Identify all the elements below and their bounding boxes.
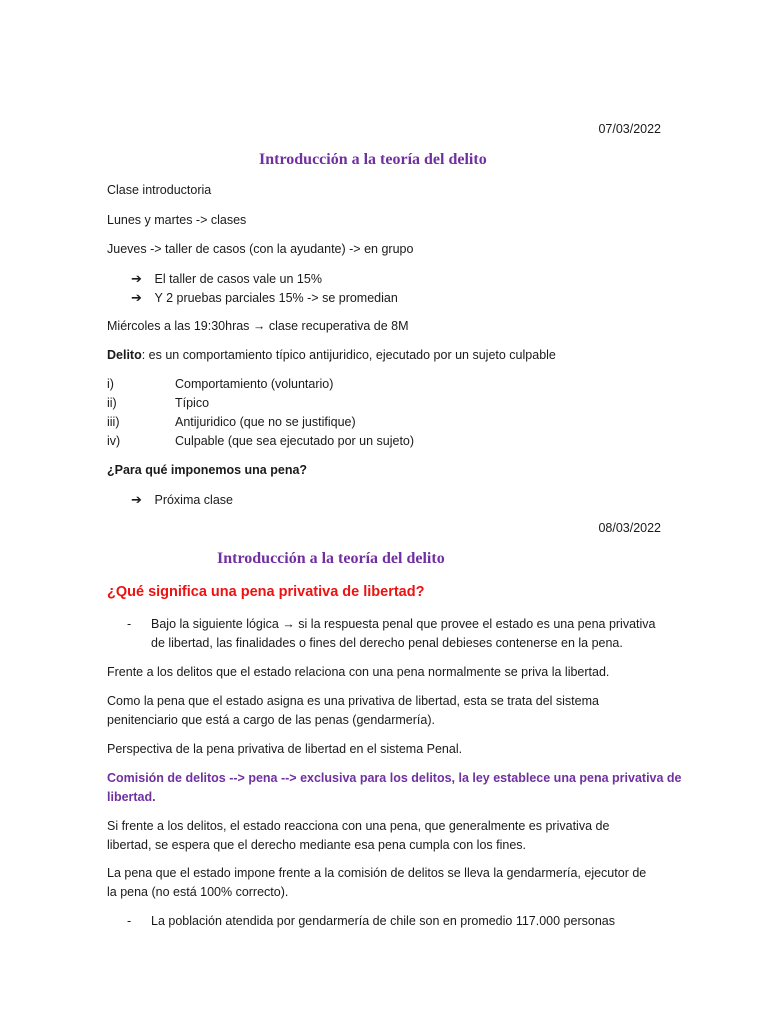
element-number: iii) [107,415,120,429]
paragraph-line: la pena (no está 100% correcto). [107,885,289,899]
delito-def-text: : es un comportamiento típico antijuridico, ejecutado por un sujeto culpable [141,348,556,362]
element-item [107,415,356,429]
element-text: Antijuridico (que no se justifique) [175,415,356,429]
arrow-icon: ➔ [131,271,142,286]
delito-definition [107,348,556,362]
dash-marker: - [127,617,132,631]
element-text: Típico [175,396,210,410]
next-class-bullet [131,492,233,508]
population-bullet [127,914,615,928]
paragraph-line: Si frente a los delitos, el estado reacciona con una pena, que generalmente es privativa de [107,819,610,833]
element-item [107,377,333,391]
logic-bullet-line: de libertad, las finalidades o fines del derecho penal debieses contenerse en la pena. [151,636,623,650]
logic-bullet [127,617,656,631]
paragraph-line: penitenciario que está a cargo de las penas (gendarmería). [107,713,435,727]
highlight-line: Comisión de delitos --> pena --> exclusiva para los delitos, la ley establece una pena privativa de [107,771,682,785]
eval-bullet-text: El taller de casos vale un 15% [154,272,322,286]
dash-marker: - [127,914,132,928]
eval-bullet [131,290,398,306]
title-2: Introducción a la teoría del delito [217,550,445,567]
wednesday-line: Miércoles a las 19:30hras → clase recuperativa de 8M [107,319,409,333]
element-number: iv) [107,434,121,448]
element-text: Culpable (que sea ejecutado por un sujeto) [175,434,415,448]
paragraph-line: libertad, se espera que el derecho mediante esa pena cumpla con los fines. [107,838,527,852]
intro-line: Jueves -> taller de casos (con la ayudante) -> en grupo [107,242,414,256]
arrow-icon: ➔ [131,290,142,305]
delito-term: Delito [107,348,142,362]
logic-bullet-line: Bajo la siguiente lógica → si la respuesta penal que provee el estado es una pena privativa [151,617,656,631]
question-heading: ¿Para qué imponemos una pena? [107,463,308,477]
paragraph-line: Como la pena que el estado asigna es una privativa de libertad, esta se trata del sistema [107,694,599,708]
element-number: ii) [107,396,117,410]
date-1: 07/03/2022 [598,122,661,136]
element-item [107,434,414,448]
section-subheading: ¿Qué significa una pena privativa de libertad? [107,584,425,600]
paragraph-line: La pena que el estado impone frente a la comisión de delitos se lleva la gendarmería, ejecutor de [107,866,647,880]
date-2: 08/03/2022 [598,521,661,535]
title-1: Introducción a la teoría del delito [259,151,487,168]
paragraph: Perspectiva de la pena privativa de libertad en el sistema Penal. [107,742,463,756]
highlight-line: libertad. [107,790,156,804]
intro-line: Lunes y martes -> clases [107,213,247,227]
population-bullet-text: La población atendida por gendarmería de chile son en promedio 117.000 personas [151,914,615,928]
next-class-text: Próxima clase [154,493,233,507]
element-item [107,396,209,410]
element-number: i) [107,377,114,391]
intro-line: Clase introductoria [107,183,212,197]
paragraph: Frente a los delitos que el estado relaciona con una pena normalmente se priva la libertad. [107,665,610,679]
eval-bullet [131,271,322,287]
arrow-icon: ➔ [131,492,142,507]
element-text: Comportamiento (voluntario) [175,377,334,391]
eval-bullet-text: Y 2 pruebas parciales 15% -> se promedian [154,291,398,305]
